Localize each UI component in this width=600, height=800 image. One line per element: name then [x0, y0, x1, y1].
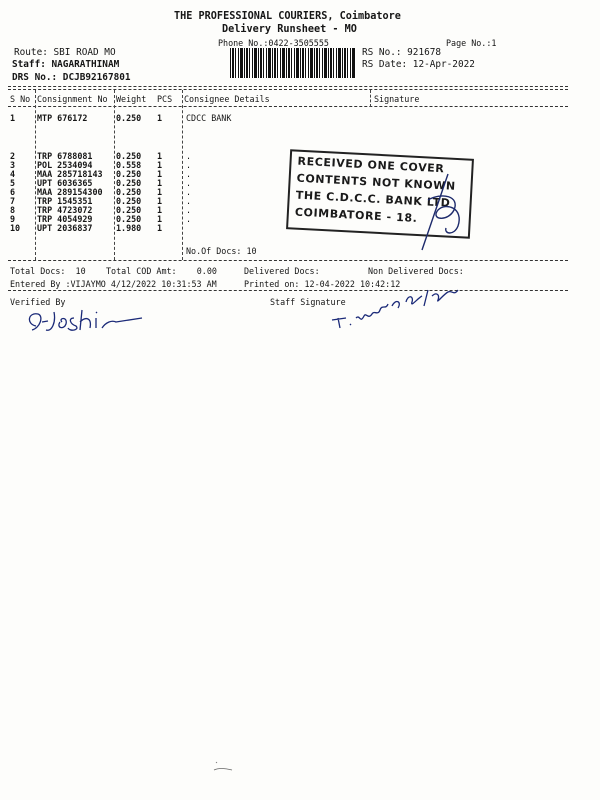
cell-sno: 2 [10, 151, 16, 161]
cell-consignee: . [186, 151, 192, 161]
cell-sno: 6 [10, 187, 16, 197]
cell-sno: 8 [10, 205, 16, 215]
cell-consignment: MAA 285718143 [37, 169, 103, 179]
cell-pcs: 1 [157, 169, 163, 179]
cell-sno: 5 [10, 178, 16, 188]
cell-weight: 0.250 [116, 214, 142, 224]
delivered-docs: Delivered Docs: [244, 266, 320, 276]
col-header-weight: Weight [116, 94, 147, 104]
cell-pcs: 1 [157, 113, 163, 123]
cell-weight: 0.250 [116, 113, 142, 123]
cell-weight: 0.250 [116, 187, 142, 197]
table-top-rule-2 [8, 89, 568, 90]
col-sep-3 [182, 90, 183, 260]
cell-pcs: 1 [157, 223, 163, 233]
col-sep-1 [35, 90, 36, 260]
cell-sno: 1 [10, 113, 16, 123]
cell-sno: 4 [10, 169, 16, 179]
cell-pcs: 1 [157, 205, 163, 215]
total-cod: Total COD Amt: 0.00 [106, 266, 217, 276]
cell-weight: 0.250 [116, 178, 142, 188]
rs-date: RS Date: 12-Apr-2022 [362, 59, 475, 70]
cell-weight: 0.558 [116, 160, 142, 170]
cell-weight: 0.250 [116, 196, 142, 206]
cell-sno: 3 [10, 160, 16, 170]
cell-pcs: 1 [157, 187, 163, 197]
cell-consignee: . [186, 169, 192, 179]
verified-by-label: Verified By [10, 297, 66, 307]
entered-by: Entered By :VIJAYMO 4/12/2022 10:31:53 AM [10, 279, 217, 289]
col-sep-4 [370, 90, 371, 107]
cell-weight: 0.250 [116, 151, 142, 161]
cell-consignee: . [186, 178, 192, 188]
stamp-line-1: RECEIVED ONE COVER [297, 154, 445, 176]
staff-label: Staff: NAGARATHINAM [12, 59, 120, 70]
cell-pcs: 1 [157, 214, 163, 224]
cell-sno: 7 [10, 196, 16, 206]
col-header-pcs: PCS [157, 94, 173, 104]
cell-weight: 1.980 [116, 223, 142, 233]
cell-consignment: TRP 6788081 [37, 151, 93, 161]
cell-pcs: 1 [157, 196, 163, 206]
table-top-rule [8, 86, 568, 87]
staff-signature [328, 280, 468, 330]
cell-sno: 10 [10, 223, 21, 233]
stamp-line-4: COIMBATORE - 18. [294, 205, 418, 225]
stamp-line-2: CONTENTS NOT KNOWN [296, 171, 457, 193]
cell-consignment: MAA 289154300 [37, 187, 103, 197]
cell-consignment: TRP 1545351 [37, 196, 93, 206]
cell-consignment: UPT 2036837 [37, 223, 93, 233]
col-header-consignment: Consignment No [37, 94, 108, 104]
cell-consignment: TRP 4723072 [37, 205, 93, 215]
stamp-line-3: THE C.D.C.C. BANK LTD [295, 188, 451, 210]
scan-mark [212, 758, 236, 776]
printed-on: Printed on: 12-04-2022 10:42:12 [244, 279, 401, 289]
route-label: Route: SBI ROAD MO [14, 47, 116, 58]
cell-pcs: 1 [157, 178, 163, 188]
rs-number: RS No.: 921678 [362, 47, 442, 58]
col-header-sno: S No [10, 94, 31, 104]
col-header-consignee: Consignee Details [184, 94, 270, 104]
cell-consignee: . [186, 205, 192, 215]
col-header-signature: Signature [374, 94, 420, 104]
cell-consignee: . [186, 196, 192, 206]
cell-consignment: TRP 4054929 [37, 214, 93, 224]
cell-consignee: . [186, 187, 192, 197]
cell-weight: 0.250 [116, 205, 142, 215]
cell-sno: 9 [10, 214, 16, 224]
page-number: Page No.:1 [446, 38, 497, 48]
phone-number: Phone No.:0422-3505555 [218, 38, 329, 48]
header-bottom-rule [8, 106, 568, 107]
cell-consignee: . [186, 160, 192, 170]
runsheet-title: Delivery Runsheet - MO [222, 24, 357, 35]
verified-signature [22, 304, 162, 340]
footer-rule [8, 290, 568, 291]
docs-count: No.Of Docs: 10 [186, 246, 257, 256]
drs-number: DRS No.: DCJB92167801 [12, 72, 131, 83]
col-sep-2 [114, 90, 115, 260]
cell-weight: 0.250 [116, 169, 142, 179]
receiver-signature-scribble [408, 170, 472, 260]
table-bottom-rule [8, 260, 568, 261]
cell-consignee: CDCC BANK [186, 113, 232, 123]
barcode-image [230, 48, 356, 78]
cell-pcs: 1 [157, 160, 163, 170]
company-title: THE PROFESSIONAL COURIERS, Coimbatore [174, 11, 401, 22]
cell-consignment: POL 2534094 [37, 160, 93, 170]
non-delivered-docs: Non Delivered Docs: [368, 266, 464, 276]
cell-pcs: 1 [157, 151, 163, 161]
staff-signature-label: Staff Signature [270, 297, 346, 307]
total-docs: Total Docs: 10 [10, 266, 86, 276]
cell-consignment: UPT 6036365 [37, 178, 93, 188]
cell-consignee: . [186, 214, 192, 224]
cell-consignment: MTP 676172 [37, 113, 88, 123]
